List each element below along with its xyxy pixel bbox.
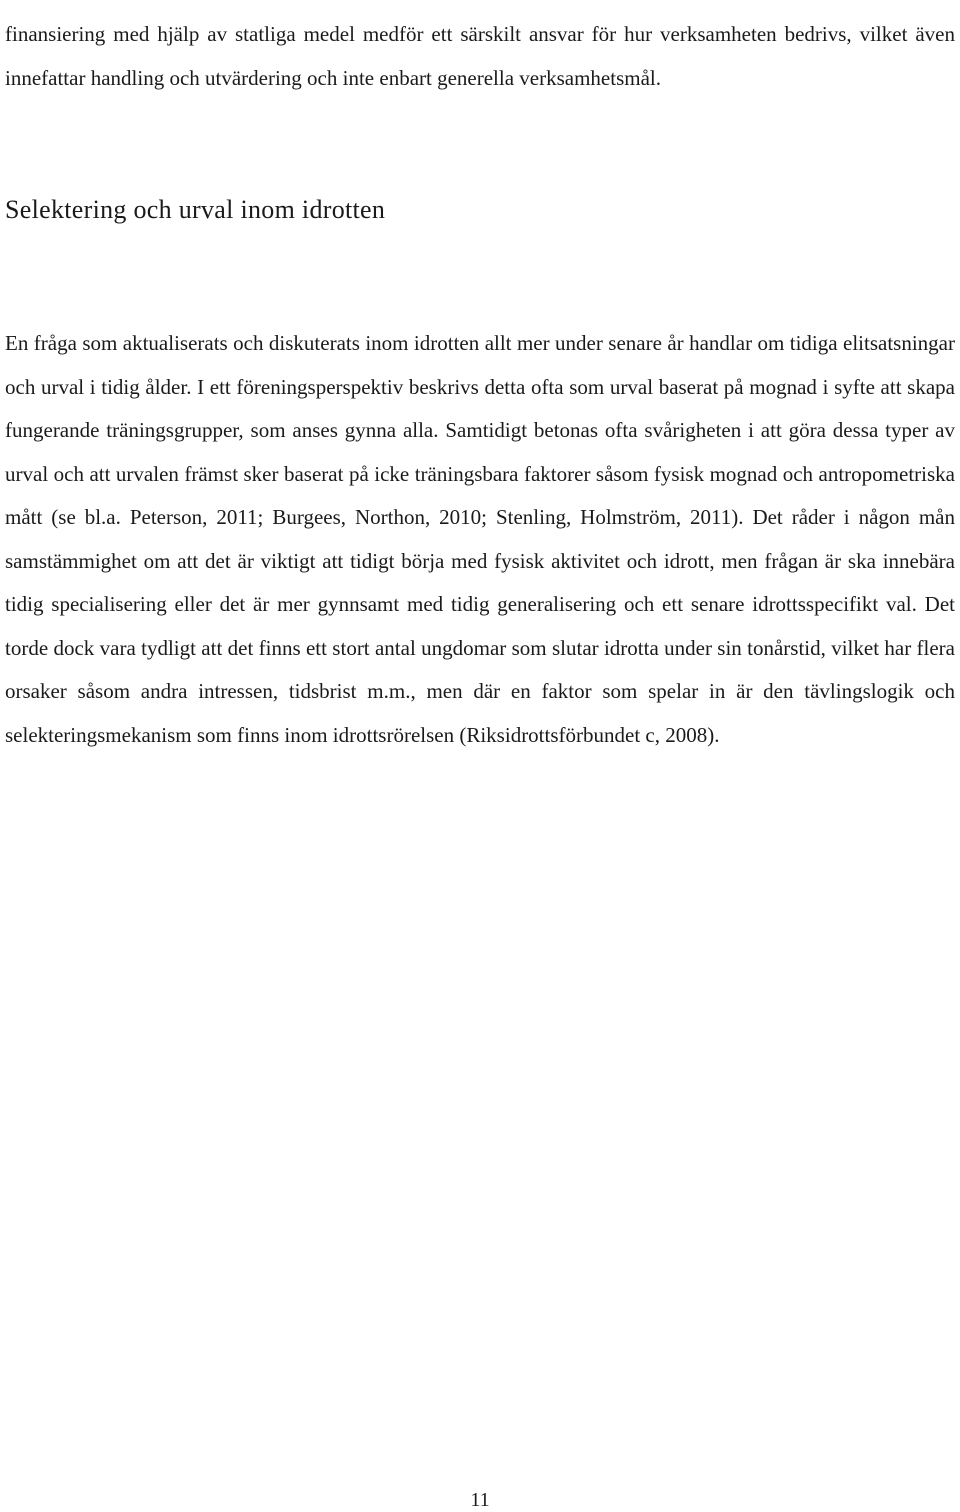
- intro-paragraph: finansiering med hjälp av statliga medel medför ett särskilt ansvar för hur verksamheten bedrivs, vilket även innefattar handling och utvärdering och inte enbart generella verksamhetsmål.: [5, 22, 955, 90]
- section-heading: Selektering och urval inom idrotten: [5, 195, 386, 224]
- page-number: 11: [470, 1489, 490, 1511]
- section-paragraph: En fråga som aktualiserats och diskuterats inom idrotten allt mer under senare år handlar om tidiga elitsatsningar och urval i tidig ålder. I ett föreningsperspektiv beskrivs detta ofta som urval baserat på mognad i syfte att skapa fungerande träningsgrupper, som anses gynna alla. Samtidigt betonas ofta svårigheten i att göra dessa typer av urval och att urvalen främst sker baserat på icke träningsbara faktorer såsom fysisk mognad och antropometriska mått (se bl.a. Peterson, 2011; Burgees, Northon, 2010; Stenling, Holmström, 2011). Det råder i någon mån samstämmighet om att det är viktigt att tidigt börja med fysisk aktivitet och idrott, men frågan är ska innebära tidig specialisering eller det är mer gynnsamt med tidig generalisering och ett senare idrottsspecifikt val. Det torde dock vara tydligt att det finns ett stort antal ungdomar som slutar idrotta under sin tonårstid, vilket har flera orsaker såsom andra intressen, tidsbrist m.m., men där en faktor som spelar in är den tävlingslogik och selekteringsmekanism som finns inom idrottsrörelsen (Riksidrottsförbundet c, 2008).: [5, 331, 955, 747]
